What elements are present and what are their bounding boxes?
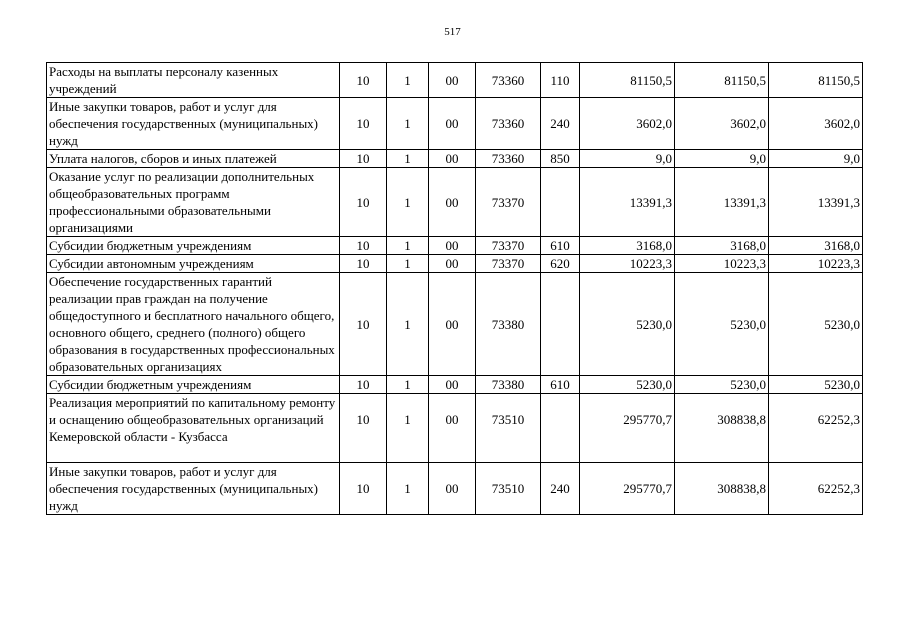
program-code-cell: 00: [429, 394, 476, 463]
table-row: [47, 255, 863, 273]
amount-year1-cell: 3602,0: [580, 98, 675, 150]
amount-year2-cell: 3602,0: [675, 98, 769, 150]
program-code-cell: 00: [429, 463, 476, 515]
table-row: [47, 168, 863, 237]
table-row: [47, 98, 863, 150]
amount-year3-cell: 5230,0: [769, 273, 863, 376]
program-code-cell: 00: [429, 237, 476, 255]
section-code-cell: 10: [340, 255, 387, 273]
expense-name-cell: Обеспечение государственных гарантий реализации прав граждан на получение общедоступного и бесплатного начального общего, основного общего, среднего (полного) общего образования в государственных профессиональных образовательных организациях: [47, 273, 340, 376]
amount-year2-cell: 5230,0: [675, 273, 769, 376]
amount-year3-cell: 3168,0: [769, 237, 863, 255]
table-row: [47, 63, 863, 98]
program-code-cell: 00: [429, 150, 476, 168]
program-code-cell: 00: [429, 98, 476, 150]
subsection-code-cell: 1: [387, 394, 429, 463]
expense-type-code-cell: 110: [541, 63, 580, 98]
amount-year2-cell: 308838,8: [675, 463, 769, 515]
section-code-cell: 10: [340, 376, 387, 394]
target-code-cell: 73360: [476, 150, 541, 168]
amount-year3-cell: 62252,3: [769, 463, 863, 515]
subsection-code-cell: 1: [387, 376, 429, 394]
amount-year1-cell: 295770,7: [580, 463, 675, 515]
expense-name-cell: Уплата налогов, сборов и иных платежей: [47, 150, 340, 168]
section-code-cell: 10: [340, 63, 387, 98]
amount-year1-cell: 13391,3: [580, 168, 675, 237]
amount-year2-cell: 9,0: [675, 150, 769, 168]
table-row: [47, 273, 863, 376]
table-row: [47, 376, 863, 394]
expense-type-code-cell: [541, 168, 580, 237]
table-row: [47, 150, 863, 168]
expense-type-code-cell: 610: [541, 237, 580, 255]
subsection-code-cell: 1: [387, 150, 429, 168]
amount-year3-cell: 13391,3: [769, 168, 863, 237]
target-code-cell: 73380: [476, 376, 541, 394]
expense-name-cell: Оказание услуг по реализации дополнительных общеобразовательных программ профессиональными образовательными организациями: [47, 168, 340, 237]
amount-year2-cell: 308838,8: [675, 394, 769, 463]
expense-type-code-cell: [541, 273, 580, 376]
target-code-cell: 73360: [476, 63, 541, 98]
expense-name-cell: Субсидии бюджетным учреждениям: [47, 237, 340, 255]
program-code-cell: 00: [429, 255, 476, 273]
amount-year1-cell: 5230,0: [580, 273, 675, 376]
target-code-cell: 73370: [476, 168, 541, 237]
subsection-code-cell: 1: [387, 255, 429, 273]
target-code-cell: 73360: [476, 98, 541, 150]
expense-type-code-cell: 240: [541, 463, 580, 515]
target-code-cell: 73510: [476, 463, 541, 515]
amount-year1-cell: 9,0: [580, 150, 675, 168]
program-code-cell: 00: [429, 168, 476, 237]
amount-year1-cell: 5230,0: [580, 376, 675, 394]
subsection-code-cell: 1: [387, 98, 429, 150]
expense-type-code-cell: 240: [541, 98, 580, 150]
expense-name-cell: Иные закупки товаров, работ и услуг для обеспечения государственных (муниципальных) нужд: [47, 98, 340, 150]
section-code-cell: 10: [340, 98, 387, 150]
target-code-cell: 73370: [476, 255, 541, 273]
expense-name-cell: Субсидии автономным учреждениям: [47, 255, 340, 273]
amount-year2-cell: 10223,3: [675, 255, 769, 273]
table-row: [47, 394, 863, 463]
amount-year1-cell: 295770,7: [580, 394, 675, 463]
expense-type-code-cell: 850: [541, 150, 580, 168]
expense-name-cell: Реализация мероприятий по капитальному ремонту и оснащению общеобразовательных организаций Кемеровской области - Кузбасса: [47, 394, 340, 463]
amount-year3-cell: 62252,3: [769, 394, 863, 463]
amount-year2-cell: 5230,0: [675, 376, 769, 394]
amount-year3-cell: 3602,0: [769, 98, 863, 150]
amount-year2-cell: 3168,0: [675, 237, 769, 255]
amount-year2-cell: 13391,3: [675, 168, 769, 237]
subsection-code-cell: 1: [387, 273, 429, 376]
amount-year3-cell: 9,0: [769, 150, 863, 168]
section-code-cell: 10: [340, 273, 387, 376]
expense-name-cell: Расходы на выплаты персоналу казенных учреждений: [47, 63, 340, 98]
program-code-cell: 00: [429, 63, 476, 98]
section-code-cell: 10: [340, 168, 387, 237]
program-code-cell: 00: [429, 273, 476, 376]
section-code-cell: 10: [340, 237, 387, 255]
amount-year2-cell: 81150,5: [675, 63, 769, 98]
section-code-cell: 10: [340, 394, 387, 463]
subsection-code-cell: 1: [387, 463, 429, 515]
page-number: 517: [444, 26, 461, 38]
amount-year3-cell: 5230,0: [769, 376, 863, 394]
expense-type-code-cell: 620: [541, 255, 580, 273]
amount-year1-cell: 10223,3: [580, 255, 675, 273]
amount-year3-cell: 10223,3: [769, 255, 863, 273]
amount-year3-cell: 81150,5: [769, 63, 863, 98]
amount-year1-cell: 81150,5: [580, 63, 675, 98]
expense-type-code-cell: 610: [541, 376, 580, 394]
program-code-cell: 00: [429, 376, 476, 394]
section-code-cell: 10: [340, 150, 387, 168]
expense-type-code-cell: [541, 394, 580, 463]
expense-name-cell: Субсидии бюджетным учреждениям: [47, 376, 340, 394]
section-code-cell: 10: [340, 463, 387, 515]
table-body: [47, 63, 863, 515]
subsection-code-cell: 1: [387, 237, 429, 255]
table-row: [47, 463, 863, 515]
budget-table: [46, 62, 863, 515]
amount-year1-cell: 3168,0: [580, 237, 675, 255]
subsection-code-cell: 1: [387, 168, 429, 237]
table-row: [47, 237, 863, 255]
target-code-cell: 73510: [476, 394, 541, 463]
target-code-cell: 73370: [476, 237, 541, 255]
target-code-cell: 73380: [476, 273, 541, 376]
subsection-code-cell: 1: [387, 63, 429, 98]
expense-name-cell: Иные закупки товаров, работ и услуг для обеспечения государственных (муниципальных) нужд: [47, 463, 340, 515]
